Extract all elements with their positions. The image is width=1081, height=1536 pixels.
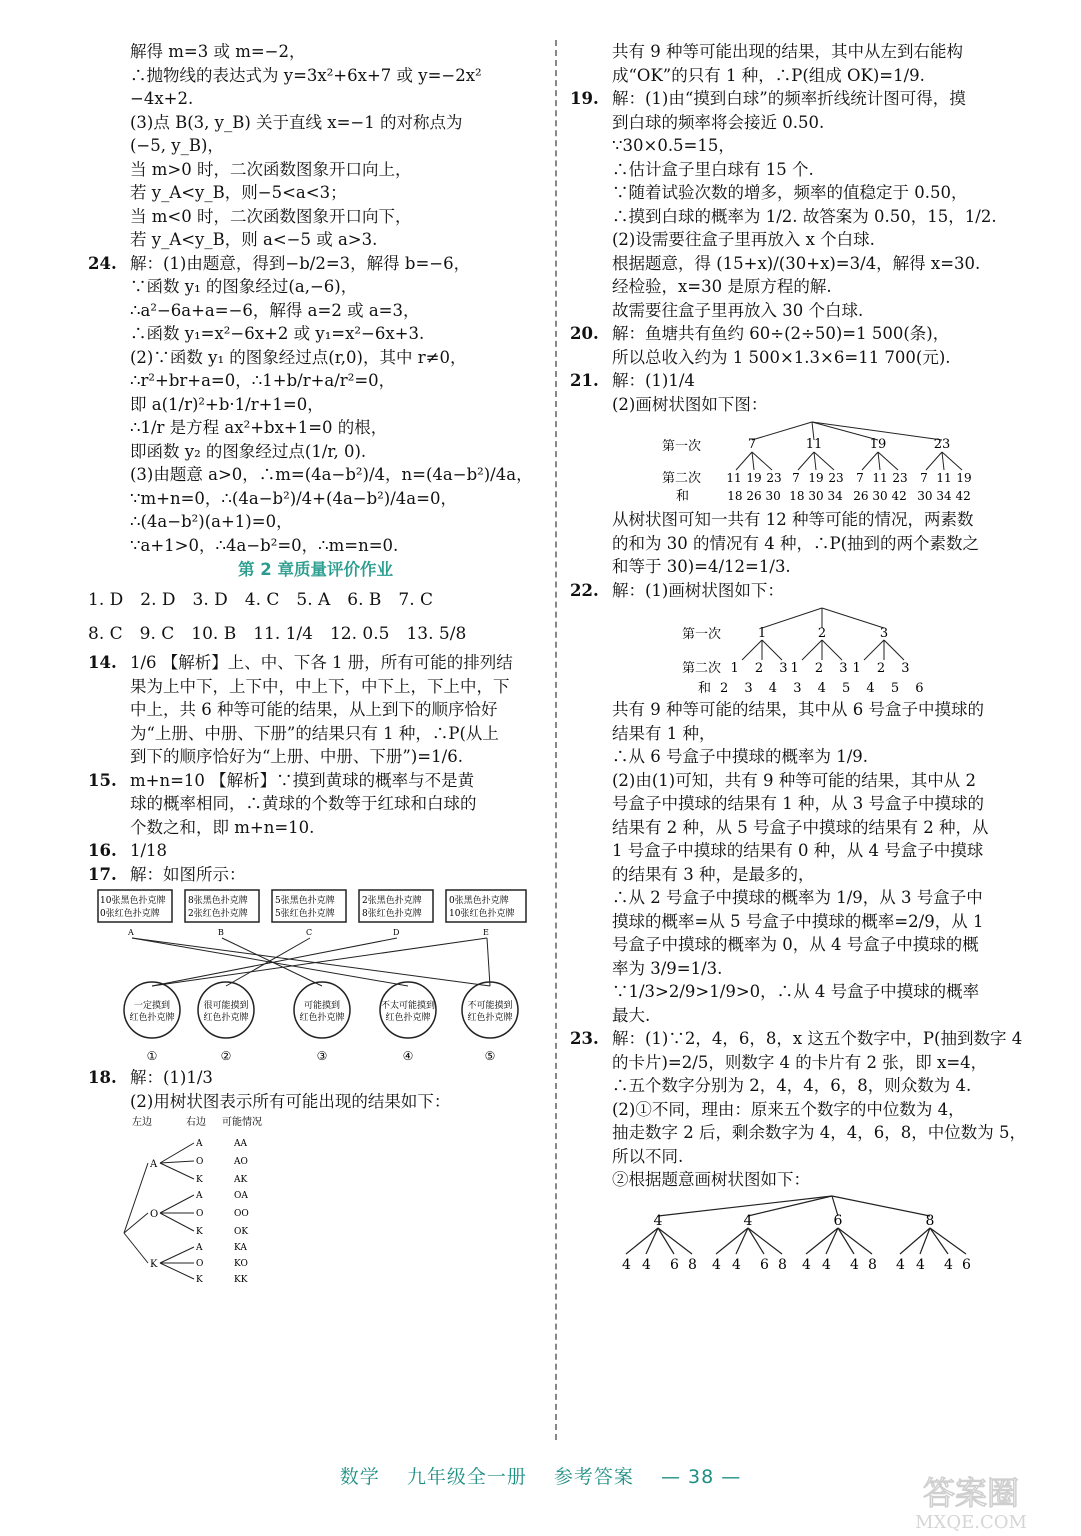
sum-row: 2 3 4 3 4 5 4 5 6 xyxy=(720,681,930,696)
text-line: 球的概率相同，∴黄球的个数等于红球和白球的 xyxy=(130,794,477,813)
q17-connectors xyxy=(132,938,490,986)
tree-node: 4 xyxy=(850,1256,859,1273)
outcome: OA xyxy=(234,1191,248,1201)
text-line: (2)设需要往盒子里再放入 x 个白球. xyxy=(612,230,875,249)
tree-node: 7 xyxy=(792,471,800,485)
question-number: 24. xyxy=(88,253,117,273)
text-line: ∴1/r 是方程 ax²+bx+1=0 的根， xyxy=(130,418,388,437)
circle-text: 红色扑克牌 xyxy=(467,1013,513,1023)
tree-node: 3 xyxy=(879,626,889,641)
text-line: m+n=10 【解析】∵摸到黄球的概率与不是黄 xyxy=(130,770,475,790)
text-line: ∴五个数字分别为 2，4，4，6，8，则众数为 4. xyxy=(612,1076,972,1095)
text-line: 当 m>0 时，二次函数图象开口向上， xyxy=(130,159,412,179)
answer: 1/18 xyxy=(130,841,168,860)
text-line: 解：(1)1/3 xyxy=(130,1068,213,1087)
question-number: 22. xyxy=(570,580,599,600)
text-line: 所以总收入约为 1 500×1.3×6=11 700(元). xyxy=(612,347,951,367)
text-line: 解：(1)画树状图如下： xyxy=(612,580,784,600)
watermark-text: 答案圈 xyxy=(922,1474,1020,1512)
tree-node: 19 xyxy=(746,471,762,485)
text-line: 解：鱼塘共有鱼约 60÷(2÷50)=1 500(条)， xyxy=(612,324,950,343)
text-line: 从树状图可知一共有 12 种等可能的情况，两素数 xyxy=(612,510,974,529)
circle-text: 红色扑克牌 xyxy=(129,1013,175,1023)
circle-mark: ④ xyxy=(402,1049,414,1063)
row-label: 和 xyxy=(698,681,712,696)
footer-subject: 数学 xyxy=(339,1466,380,1488)
q17-circles xyxy=(124,982,518,1038)
outcome: AA xyxy=(234,1139,247,1149)
text-line: 解：(1)由“摸到白球”的频率折线统计图可得，摸 xyxy=(612,89,966,108)
tree-node: 19 xyxy=(956,471,972,485)
tree-node: 4 xyxy=(743,1212,753,1229)
question-14 xyxy=(88,651,543,769)
multiple-choice-answers-row-1: 1. D 2. D 3. D 4. C 5. A 6. B 7. C xyxy=(88,590,434,610)
tree-node: 1 xyxy=(757,626,767,641)
tree-node: A xyxy=(196,1139,203,1149)
outcome: AK xyxy=(234,1175,248,1185)
sum-row: 18 30 34 xyxy=(789,489,843,503)
text-line: (2)画树状图如下图： xyxy=(612,394,768,414)
tree-node: 4 xyxy=(622,1256,631,1273)
column-divider xyxy=(555,40,557,1440)
box-text: 8张黑色扑克牌 xyxy=(188,896,248,906)
tree-node: 8 xyxy=(778,1256,787,1273)
box-text: 2张红色扑克牌 xyxy=(188,909,248,919)
circle-mark: ① xyxy=(146,1049,158,1063)
tree-header: 可能情况 xyxy=(222,1117,262,1128)
text-line: ②根据题意画树状图如下： xyxy=(612,1170,810,1189)
text-line: 最大. xyxy=(612,1005,651,1025)
text-line: 1/6 【解析】上、中、下各 1 册，所有可能的排列结 xyxy=(130,653,513,672)
box-text: 10张红色扑克牌 xyxy=(449,909,515,919)
tree-node: 1 2 3 xyxy=(790,661,854,676)
text-line: (−5, y_B)， xyxy=(130,136,224,155)
question-number: 19. xyxy=(570,89,599,108)
sum-row: 18 26 30 xyxy=(727,489,781,503)
sum-row: 26 30 42 xyxy=(853,489,907,503)
tree-node: 8 xyxy=(688,1256,697,1273)
text-line: 的和为 30 的情况有 4 种，∴P(抽到的两个素数之 xyxy=(612,533,980,553)
question-20 xyxy=(570,322,1032,369)
circle-text: 红色扑克牌 xyxy=(299,1013,345,1023)
circle-text: 一定摸到 xyxy=(133,1001,171,1011)
multiple-choice-answers-row-2: 8. C 9. C 10. B 11. 1/4 12. 0.5 13. 5/8 xyxy=(88,624,467,644)
tree-node: 4 xyxy=(916,1256,925,1273)
tree-node: 19 xyxy=(869,437,887,452)
box-text: 0张黑色扑克牌 xyxy=(449,896,509,906)
text-line: 1 号盒子中摸球的结果有 0 种，从 4 号盒子中摸球 xyxy=(612,841,984,860)
text-line: ∴从 2 号盒子中摸球的概率为 1/9，从 3 号盒子中 xyxy=(612,888,983,907)
circle-text: 红色扑克牌 xyxy=(385,1013,431,1023)
tree-node: 6 xyxy=(760,1256,769,1273)
text-line: 故需要往盒子里再放入 30 个白球. xyxy=(612,300,864,320)
tree-node: 7 xyxy=(747,437,757,452)
question-24 xyxy=(88,252,543,558)
outcome: KA xyxy=(234,1243,247,1253)
text-line: 结果有 2 种，从 5 号盒子中摸球的结果有 2 种，从 xyxy=(612,817,989,837)
tree-node: 8 xyxy=(868,1256,877,1273)
tree-node: 4 xyxy=(822,1256,831,1273)
tree-node: A xyxy=(196,1191,203,1201)
tree-node: K xyxy=(196,1227,203,1237)
text-line: 为“上册、中册、下册”的结果只有 1 种，∴P(从上 xyxy=(130,723,499,743)
box-text: 0张红色扑克牌 xyxy=(100,909,160,919)
row-label: 第二次 xyxy=(662,471,702,486)
box-letter: E xyxy=(483,928,489,937)
text-line: ∴估计盒子里白球有 15 个. xyxy=(612,159,814,179)
question-21 xyxy=(570,369,1032,416)
circle-mark: ⑤ xyxy=(484,1049,496,1063)
question-18 xyxy=(88,1066,543,1113)
text-line: 根据题意，得 (15+x)/(30+x)=3/4，解得 x=30. xyxy=(612,253,981,273)
question-23 xyxy=(570,1027,1032,1192)
question-16 xyxy=(88,839,543,863)
outcome: KO xyxy=(234,1259,248,1269)
text-line: 若 y_A<y_B，则 a<−5 或 a>3. xyxy=(130,230,378,249)
tree-node: 6 xyxy=(962,1256,971,1273)
text-line: ∵m+n=0，∴(4a−b²)/4+(4a−b²)/4a=0， xyxy=(130,488,457,508)
section-title: 第 2 章质量评价作业 xyxy=(238,560,393,579)
tree-node: 4 xyxy=(653,1212,663,1229)
q21-tree xyxy=(612,416,1032,508)
circle-text: 很可能摸到 xyxy=(203,1001,249,1011)
text-line: (2)∵函数 y₁ 的图象经过点(r,0)，其中 r≠0， xyxy=(130,347,467,367)
text-line: ∴抛物线的表达式为 y=3x²+6x+7 或 y=−2x² xyxy=(130,65,482,85)
text-line: ∴从 6 号盒子中摸球的概率为 1/9. xyxy=(612,747,869,766)
watermark-url: MXQE.COM xyxy=(915,1512,1027,1532)
tree-node: 11 xyxy=(726,471,742,485)
question-number: 17. xyxy=(88,864,117,884)
tree-node: 4 xyxy=(712,1256,721,1273)
text-line: (2)用树状图表示所有可能出现的结果如下： xyxy=(130,1091,451,1111)
tree-node: 23 xyxy=(933,437,951,452)
text-line: 号盒子中摸球的概率为 0，从 4 号盒子中摸球的概 xyxy=(612,935,979,954)
tree-node: K xyxy=(196,1275,203,1283)
tree-node: 11 xyxy=(936,471,952,485)
question-15 xyxy=(88,769,543,840)
text-line: 中上，共 6 种等可能的结果，从上到下的顺序恰好 xyxy=(130,700,498,719)
text-line: ∵函数 y₁ 的图象经过(a,−6)， xyxy=(130,277,358,296)
text-line: (3)由题意 a>0，∴m=(4a−b²)/4，n=(4a−b²)/4a， xyxy=(130,465,533,484)
text-line: 解得 m=3 或 m=−2， xyxy=(130,42,306,61)
tree-node: A xyxy=(150,1159,158,1170)
tree-node: 4 xyxy=(732,1256,741,1273)
text-line: 到白球的频率将会接近 0.50. xyxy=(612,112,825,132)
row-label: 第一次 xyxy=(682,627,722,642)
text-line: 经检验，x=30 是原方程的解. xyxy=(612,277,832,296)
tree-node: O xyxy=(196,1209,204,1219)
text-line: 的结果有 3 种，是最多的， xyxy=(612,864,815,884)
text-line: ∴(4a−b²)(a+1)=0， xyxy=(130,512,293,531)
text-line: ∵30×0.5=15， xyxy=(612,136,735,155)
box-letter: A xyxy=(128,928,134,937)
tree-node: 4 xyxy=(642,1256,651,1273)
outcome: OK xyxy=(234,1227,249,1237)
tree-node: K xyxy=(150,1259,158,1270)
text-line: 共有 9 种等可能出现的结果，其中从左到右能构 xyxy=(612,42,963,61)
footer-page-number: — 38 — xyxy=(660,1466,742,1488)
text-line: (2)①不同，理由：原来五个数字的中位数为 4， xyxy=(612,1099,965,1119)
tree-node: 4 xyxy=(802,1256,811,1273)
text-line: 即 a(1/r)²+b·1/r+1=0， xyxy=(130,394,324,414)
question-number: 15. xyxy=(88,770,117,790)
tree-node: 6 xyxy=(670,1256,679,1273)
text-line: 和等于 30)=4/12=1/3. xyxy=(612,557,791,576)
outcome: OO xyxy=(234,1209,249,1219)
outcome: KK xyxy=(234,1275,248,1283)
text-line: (2)由(1)可知，共有 9 种等可能的结果，其中从 2 xyxy=(612,770,976,790)
text-line: 结果有 1 种， xyxy=(612,723,716,743)
tree-node: 19 xyxy=(808,471,824,485)
sum-row: 30 34 42 xyxy=(917,489,971,503)
q17-circle-marks xyxy=(88,1046,543,1066)
tree-node: 11 xyxy=(872,471,888,485)
circle-text: 红色扑克牌 xyxy=(203,1013,249,1023)
question-number: 20. xyxy=(570,324,599,343)
text-line: 摸球的概率=从 5 号盒子中摸球的概率=2/9，从 1 xyxy=(612,911,984,931)
text-line: 成“OK”的只有 1 种，∴P(组成 OK)=1/9. xyxy=(612,65,925,85)
tree-header: 左边 xyxy=(132,1117,152,1128)
text-line: 抽走数字 2 后，剩余数字为 4，4，6，8，中位数为 5， xyxy=(612,1123,1026,1142)
footer-book: 参考答案 xyxy=(553,1466,634,1488)
question-number: 16. xyxy=(88,841,117,860)
text-line: ∵a+1>0，∴4a−b²=0，∴m=n=0. xyxy=(130,535,399,555)
circle-mark: ③ xyxy=(316,1049,328,1063)
box-text: 5张红色扑克牌 xyxy=(275,909,335,919)
text-line: 个数之和，即 m+n=10. xyxy=(130,817,315,837)
right-column xyxy=(570,40,1032,1276)
watermark-logo xyxy=(881,1470,1061,1532)
box-text: 5张黑色扑克牌 xyxy=(275,896,335,906)
box-text: 8张红色扑克牌 xyxy=(362,909,422,919)
circle-text: 可能摸到 xyxy=(303,1001,341,1011)
text-line: 解：如图所示： xyxy=(130,864,246,884)
question-17 xyxy=(88,863,543,887)
text-line: 当 m<0 时，二次函数图象开口向下， xyxy=(130,206,412,226)
text-line: ∴a²−6a+a=−6，解得 a=2 或 a=3， xyxy=(130,300,420,320)
row-label: 第一次 xyxy=(662,439,702,454)
box-text: 10张黑色扑克牌 xyxy=(100,896,166,906)
tree-node: 23 xyxy=(766,471,782,485)
tree-node: A xyxy=(196,1243,203,1253)
tree-node: O xyxy=(196,1259,204,1269)
q17-diagram xyxy=(88,886,543,1046)
tree-node: 2 xyxy=(817,626,827,641)
box-letter: D xyxy=(393,928,400,937)
text-line: 解：(1)1/4 xyxy=(612,371,695,390)
tree-node: 6 xyxy=(833,1212,843,1229)
text-line: ∴摸到白球的概率为 1/2. 故答案为 0.50，15，1/2. xyxy=(612,206,997,226)
q22-tree xyxy=(612,602,1032,698)
text-line: ∴r²+br+a=0，∴1+b/r+a/r²=0， xyxy=(130,371,396,390)
q17-boxes xyxy=(98,890,526,937)
box-letter: B xyxy=(218,928,224,937)
tree-header: 右边 xyxy=(186,1117,206,1128)
row-label: 第二次 xyxy=(682,661,722,676)
q23-continuation xyxy=(88,40,543,252)
text-line: ∵随着试验次数的增多，频率的值稳定于 0.50， xyxy=(612,183,968,202)
text-line: ∴函数 y₁=x²−6x+2 或 y₁=x²−6x+3. xyxy=(130,324,425,343)
question-22 xyxy=(570,579,1032,603)
text-line: 到下的顺序恰好为“上册、中册、下册”)=1/6. xyxy=(130,747,463,766)
tree-node: 4 xyxy=(896,1256,905,1273)
row-label: 和 xyxy=(676,489,690,504)
text-line: 解：(1)∵2，4，6，8，x 这五个数字中，P(抽到数字 4 xyxy=(612,1029,1023,1048)
question-number: 14. xyxy=(88,653,117,672)
text-line: 号盒子中摸球的结果有 1 种，从 3 号盒子中摸球的 xyxy=(612,794,984,813)
circle-text: 不可能摸到 xyxy=(467,1001,513,1011)
tree-node: 1 2 3 xyxy=(730,661,794,676)
tree-node: O xyxy=(150,1209,159,1220)
text-line: 共有 9 种等可能的结果，其中从 6 号盒子中摸球的 xyxy=(612,700,984,719)
q18-tree xyxy=(88,1113,543,1283)
tree-node: 7 xyxy=(920,471,928,485)
q23-tree xyxy=(612,1192,1032,1276)
text-line: ∵1/3>2/9>1/9>0，∴从 4 号盒子中摸球的概率 xyxy=(612,982,980,1001)
footer-grade: 九年级全一册 xyxy=(406,1466,527,1488)
outcome: AO xyxy=(234,1157,248,1167)
tree-node: 11 xyxy=(805,437,823,452)
tree-node: 4 xyxy=(944,1256,953,1273)
box-text: 2张黑色扑克牌 xyxy=(362,896,422,906)
text-line: −4x+2. xyxy=(130,89,194,108)
text-line: 果为上中下，上下中，中上下，中下上，下上中，下 xyxy=(130,676,510,696)
left-column xyxy=(88,40,543,1283)
question-19 xyxy=(570,87,1032,322)
circle-mark: ② xyxy=(220,1049,232,1063)
text-line: 的卡片)=2/5，则数字 4 的卡片有 2 张，即 x=4， xyxy=(612,1052,988,1072)
text-line: 若 y_A<y_B，则−5<a<3； xyxy=(130,183,347,202)
text-line: 所以不同. xyxy=(612,1146,684,1166)
text-line: 率为 3/9=1/3. xyxy=(612,958,723,978)
tree-node: 23 xyxy=(892,471,908,485)
text-line: (3)点 B(3, y_B) 关于直线 x=−1 的对称点为 xyxy=(130,112,463,132)
question-number: 23. xyxy=(570,1029,599,1048)
circle-text: 不太可能摸到 xyxy=(380,1001,436,1011)
tree-node: K xyxy=(196,1175,203,1185)
tree-node: 23 xyxy=(828,471,844,485)
tree-node: 1 2 3 xyxy=(852,661,916,676)
tree-node: 8 xyxy=(925,1212,935,1229)
question-number: 21. xyxy=(570,371,599,390)
tree-node: O xyxy=(196,1157,204,1167)
question-number: 18. xyxy=(88,1068,117,1087)
text-line: 即函数 y₂ 的图象经过点(1/r, 0). xyxy=(130,441,367,461)
text-line: 解：(1)由题意，得到−b/2=3，解得 b=−6， xyxy=(130,253,471,273)
box-letter: C xyxy=(306,928,313,937)
tree-node: 7 xyxy=(856,471,864,485)
